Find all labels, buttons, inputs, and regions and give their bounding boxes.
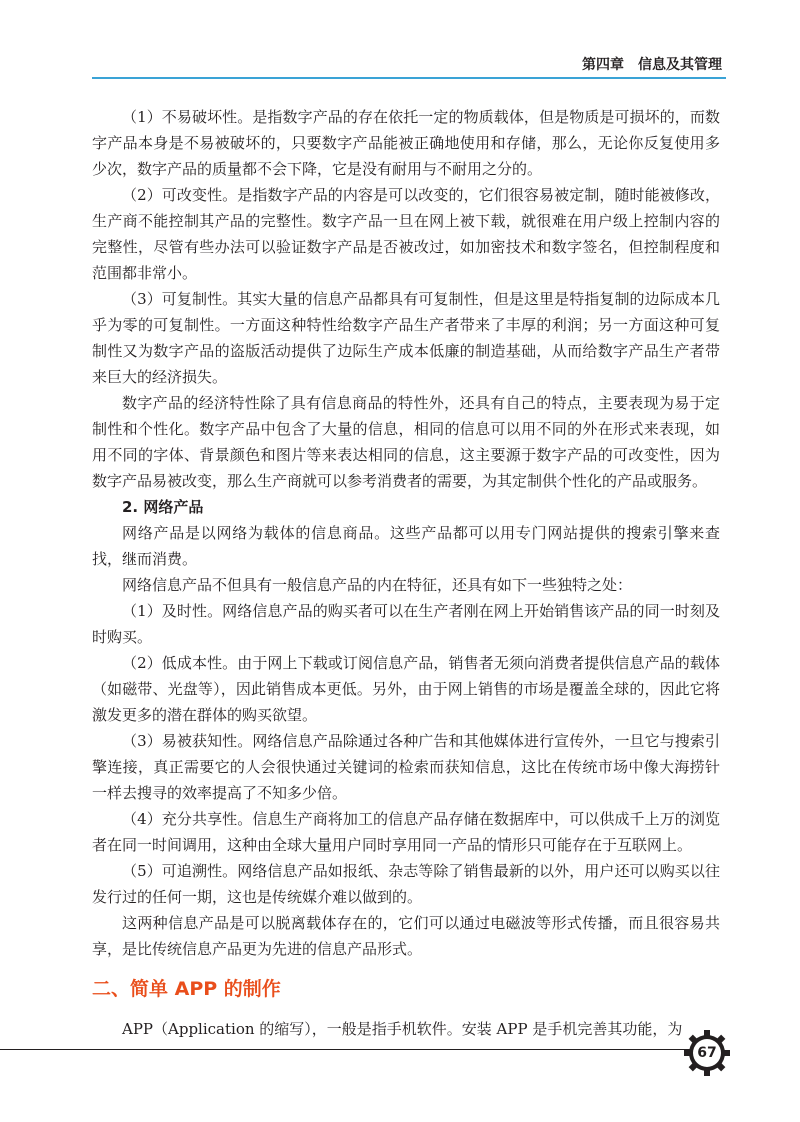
paragraph: （3）易被获知性。网络信息产品除通过各种广告和其他媒体进行宣传外，一旦它与搜索引擎连接，真正需要它的人会很快通过关键词的检索而获知信息，这比在传统市场中像大海捞针一样去搜寻的效率提高了不知多少倍。 [92, 732, 720, 802]
section-heading: 二、简单 APP 的制作 [92, 978, 281, 1000]
running-header: 第四章 信息及其管理 [582, 57, 722, 73]
paragraph: 网络产品是以网络为载体的信息商品。这些产品都可以用专门网站提供的搜索引擎来查找，继而消费。 [92, 524, 720, 568]
paragraph: 网络信息产品不但具有一般信息产品的内在特征，还具有如下一些独特之处： [122, 576, 633, 594]
paragraph: 数字产品的经济特性除了具有信息商品的特性外，还具有自己的特点，主要表现为易于定制性和个性化。数字产品中包含了大量的信息，相同的信息可以用不同的外在形式来表现，如用不同的字体、背景颜色和图片等来表达相同的信息，这主要源于数字产品的可改变性，因为数字产品易被改变，那么生产商就可以参考消费者的需要，为其定制供个性化的产品或服务。 [92, 394, 720, 490]
paragraph: （5）可追溯性。网络信息产品如报纸、杂志等除了销售最新的以外，用户还可以购买以往发行过的任何一期，这也是传统媒介难以做到的。 [92, 862, 720, 906]
paragraph: 这两种信息产品是可以脱离载体存在的，它们可以通过电磁波等形式传播，而且很容易共享，是比传统信息产品更为先进的信息产品形式。 [92, 914, 720, 958]
page-number: 67 [697, 1045, 717, 1061]
paragraph: （3）可复制性。其实大量的信息产品都具有可复制性，但是这里是特指复制的边际成本几乎为零的可复制性。一方面这种特性给数字产品生产者带来了丰厚的利润；另一方面这种可复制性又为数字产品的盗版活动提供了边际生产成本低廉的制造基础，从而给数字产品生产者带来巨大的经济损失。 [92, 290, 720, 386]
paragraph: （2）可改变性。是指数字产品的内容是可以改变的，它们很容易被定制，随时能被修改，生产商不能控制其产品的完整性。数字产品一旦在网上被下载，就很难在用户级上控制内容的完整性，尽管有些办法可以验证数字产品是否被改过，如加密技术和数字签名，但控制程度和范围都非常小。 [92, 186, 720, 282]
footer-rule [0, 1049, 690, 1050]
paragraph: （2）低成本性。由于网上下载或订阅信息产品，销售者无须向消费者提供信息产品的载体（如磁带、光盘等），因此销售成本更低。另外，由于网上销售的市场是覆盖全球的，因此它将激发更多的潜在群体的购买欲望。 [92, 654, 720, 724]
page-body [92, 104, 720, 1042]
subheading-network-products: 2. 网络产品 [122, 498, 204, 516]
paragraph: APP（Application 的缩写），一般是指手机软件。安装 APP 是手机完善其功能，为 [122, 1020, 683, 1038]
paragraph: （4）充分共享性。信息生产商将加工的信息产品存储在数据库中，可以供成千上万的浏览者在同一时间调用，这种由全球大量用户同时享用同一产品的情形只可能存在于互联网上。 [92, 810, 720, 854]
paragraph: （1）不易破坏性。是指数字产品的存在依托一定的物质载体，但是物质是可损坏的，而数字产品本身是不易被破坏的，只要数字产品能被正确地使用和存储，那么，无论你反复使用多少次，数字产品的质量都不会下降，它是没有耐用与不耐用之分的。 [92, 108, 720, 178]
header-rule [92, 77, 726, 79]
paragraph: （1）及时性。网络信息产品的购买者可以在生产者刚在网上开始销售该产品的同一时刻及时购买。 [92, 602, 720, 646]
